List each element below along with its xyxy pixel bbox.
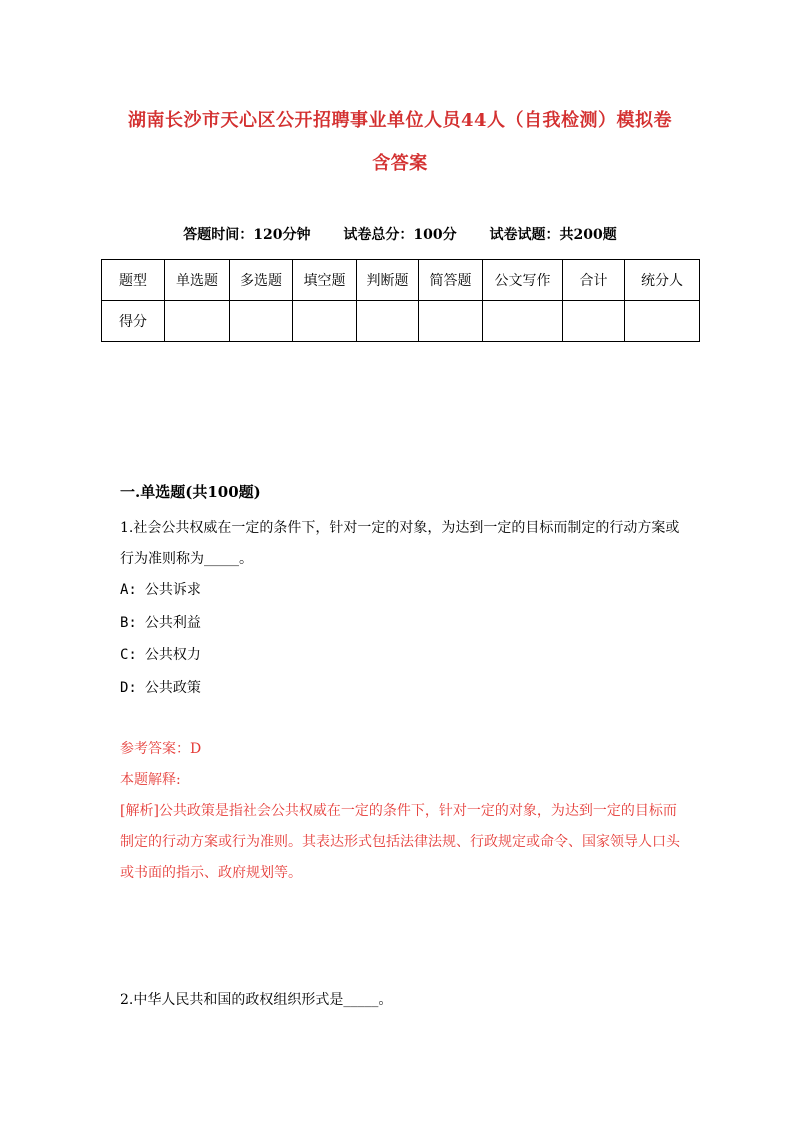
option-text: 公共利益 <box>144 614 201 631</box>
score-table-score-row <box>102 301 700 342</box>
score-cell <box>293 301 357 342</box>
score-cell <box>230 301 293 342</box>
option-b <box>120 607 201 640</box>
option-a <box>120 574 201 607</box>
score-cell <box>563 301 625 342</box>
option-letter: C: <box>120 647 137 663</box>
explanation-label: 本题解释: <box>120 772 181 788</box>
option-text: 公共政策 <box>144 679 201 696</box>
question-1-options <box>120 574 201 704</box>
option-letter: A: <box>120 582 137 598</box>
option-text: 公共权力 <box>144 647 201 663</box>
question-1-answer-block <box>120 734 680 889</box>
option-d <box>120 672 201 705</box>
option-text: 公共诉求 <box>144 582 201 598</box>
exam-question-count: 试卷试题：共200题 <box>489 227 617 243</box>
option-c <box>120 639 201 672</box>
score-header-cell: 简答题 <box>419 260 483 301</box>
score-cell <box>625 301 700 342</box>
score-cell <box>357 301 419 342</box>
option-letter: D: <box>120 679 137 696</box>
analysis-text: [解析]公共政策是指社会公共权威在一定的条件下，针对一定的对象，为达到一定的目标而制定的行动方案或行为准则。其表达形式包括法律法规、行政规定或命令、国家领导人口头或书面的指示、政府规划等。 <box>120 803 680 881</box>
score-row-label: 得分 <box>102 301 165 342</box>
option-letter: B: <box>120 614 137 631</box>
score-header-cell: 统分人 <box>625 260 700 301</box>
score-table-header-row <box>102 260 700 301</box>
document-title-line-1: 湖南长沙市天心区公开招聘事业单位人员44人（自我检测）模拟卷 <box>127 110 673 131</box>
question-1-text: 1.社会公共权威在一定的条件下，针对一定的对象，为达到一定的目标而制定的行动方案或行为准则称为_____。 <box>120 520 680 567</box>
question-2-text: 2.中华人民共和国的政权组织形式是_____。 <box>120 992 393 1008</box>
section-title: 一.单选题(共100题) <box>120 483 261 501</box>
reference-answer: 参考答案：D <box>120 741 202 757</box>
exam-total-score: 试卷总分：100分 <box>343 227 457 243</box>
score-header-cell: 合计 <box>563 260 625 301</box>
score-table <box>101 259 700 342</box>
score-header-cell: 题型 <box>102 260 165 301</box>
score-cell <box>419 301 483 342</box>
score-cell <box>165 301 230 342</box>
score-header-cell: 填空题 <box>293 260 357 301</box>
exam-time: 答题时间：120分钟 <box>183 227 311 243</box>
score-header-cell: 单选题 <box>165 260 230 301</box>
document-title-line-2: 含答案 <box>372 153 428 174</box>
score-header-cell: 判断题 <box>357 260 419 301</box>
score-header-cell: 多选题 <box>230 260 293 301</box>
exam-meta <box>0 224 800 244</box>
score-header-cell: 公文写作 <box>483 260 563 301</box>
score-cell <box>483 301 563 342</box>
